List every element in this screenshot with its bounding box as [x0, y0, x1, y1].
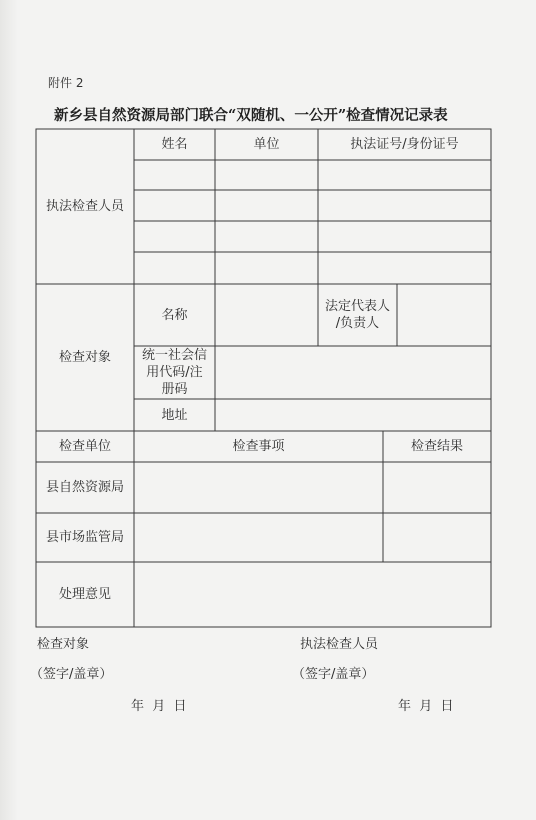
target-section-label: 检查对象 [58, 350, 111, 365]
header-inspection-unit: 检查单位 [58, 439, 111, 454]
dept-natural-resources: 县自然资源局 [45, 480, 124, 495]
attachment-label: 附件 2 [48, 76, 84, 90]
legal-representative-label: 法定代表人 /负责人 [324, 299, 390, 331]
credit-code-label: 统一社会信 用代码/注 册码 [141, 348, 207, 397]
handling-opinion-label: 处理意见 [58, 587, 111, 602]
footer-inspector-sign: （签字/盖章） [292, 667, 375, 682]
inspector-section-label: 执法检查人员 [45, 199, 124, 214]
header-inspection-result: 检查结果 [410, 439, 463, 454]
footer-target-date: 年 月 日 [131, 699, 187, 714]
dept-market-supervision: 县市场监管局 [45, 530, 124, 545]
header-inspection-items: 检查事项 [232, 439, 285, 454]
footer-target-sign: （签字/盖章） [30, 667, 113, 682]
header-name: 姓名 [161, 137, 188, 152]
address-label: 地址 [161, 407, 188, 423]
footer-inspector-title: 执法检查人员 [300, 637, 379, 652]
footer-inspector-date: 年 月 日 [398, 699, 454, 714]
header-certificate-id: 执法证号/身份证号 [350, 137, 459, 152]
form-title: 新乡县自然资源局部门联合“双随机、一公开”检查情况记录表 [54, 107, 448, 124]
footer-target-title: 检查对象 [37, 637, 90, 652]
header-unit: 单位 [253, 137, 280, 152]
target-name-label: 名称 [161, 307, 188, 323]
